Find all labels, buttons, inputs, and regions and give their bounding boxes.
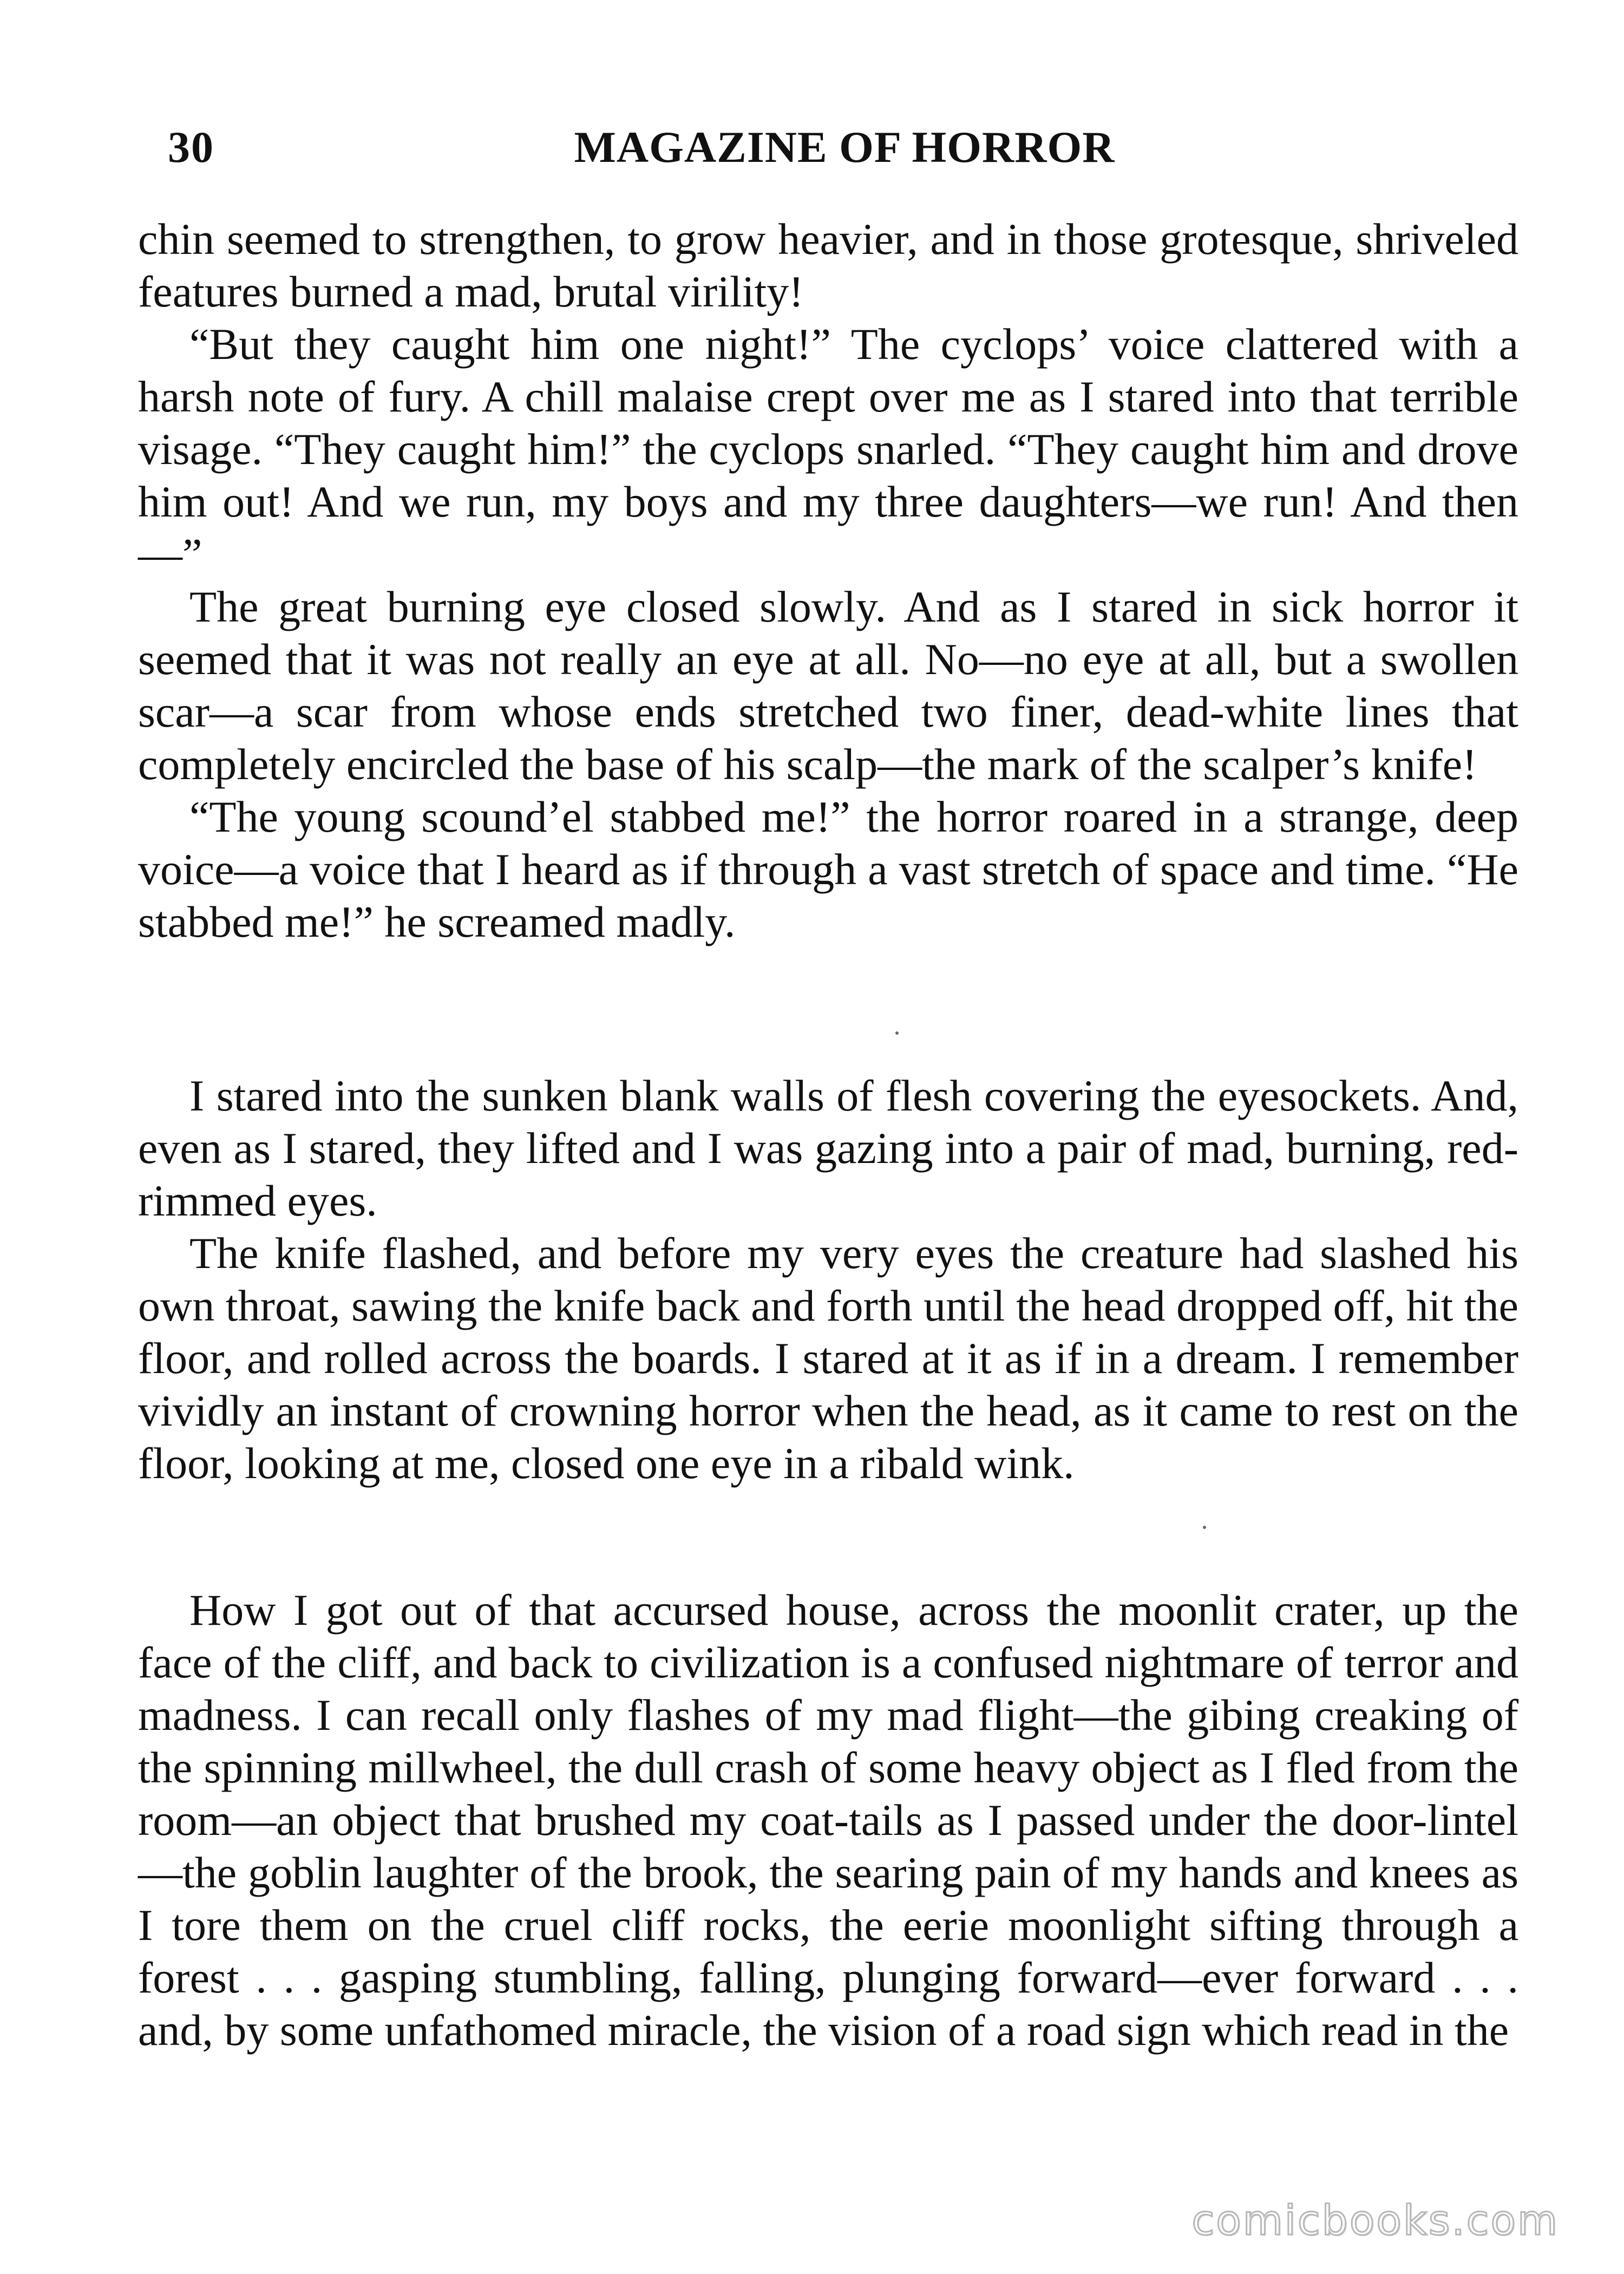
text-section-2 (138, 1069, 1518, 1489)
paragraph-continued: chin seemed to strengthen, to grow heavier, and in those grotesque, shriveled features burned a mad, brutal virility! (138, 214, 1518, 316)
paragraph: How I got out of that accursed house, across the moonlit crater, up the face of the cliff, and back to civilization is a confused nightmare of terror and madness. I can recall only flashes of my mad flight—the gibing creaking of the spinning millwheel, the dull crash of some heavy object as I fled from the room—an object that brushed my coat-tails as I passed under the door-lintel—the goblin laughter of the brook, the searing pain of my hands and knees as I tore them on the cruel cliff rocks, the eerie moonlight sifting through a forest . . . gasping stumbling, falling, plunging forward—ever forward . . . and, by some unfathomed miracle, the vision of a road sign which read in the (138, 1585, 1518, 2055)
paragraph: The knife flashed, and before my very eyes the creature had slashed his own throat, sawing the knife back and forth until the head dropped off, hit the floor, and rolled across the boards. I stared at it as if in a dream. I remember vividly an instant of crowning horror when the head, as it came to rest on the floor, looking at me, closed one eye in a ribald wink. (138, 1229, 1518, 1488)
paragraph: “The young scound’el stabbed me!” the horror roared in a strange, deep voice—a voice that I heard as if through a vast stretch of space and time. “He stabbed me!” he screamed madly. (138, 792, 1518, 946)
print-speck (1203, 1526, 1206, 1529)
paragraph: The great burning eye closed slowly. And as I stared in sick horror it seemed that it was not really an eye at all. No—no eye at all, but a swollen scar—a scar from whose ends stretched two finer, dead-white lines that completely encircled the base of his scalp—the mark of the scalper’s knife! (138, 582, 1518, 789)
running-title: MAGAZINE OF HORROR (574, 122, 1115, 172)
text-section-3 (138, 1584, 1518, 2056)
watermark-logo: comicbooks.com (1191, 2196, 1559, 2244)
text-section-1 (138, 213, 1518, 948)
paragraph: I stared into the sunken blank walls of flesh covering the eyesockets. And, even as I stared, they lifted and I was gazing into a pair of mad, burning, red-rimmed eyes. (138, 1071, 1518, 1225)
print-speck (895, 1031, 899, 1035)
paragraph: “But they caught him one night!” The cyclops’ voice clattered with a harsh note of fury. A chill malaise crept over me as I stared into that terrible visage. “They caught him!” the cyclops snarled. “They caught him and drove him out! And we run, my boys and my three daughters—we run! And then—” (138, 319, 1518, 579)
page-header (168, 122, 1521, 187)
page-number: 30 (168, 122, 214, 172)
